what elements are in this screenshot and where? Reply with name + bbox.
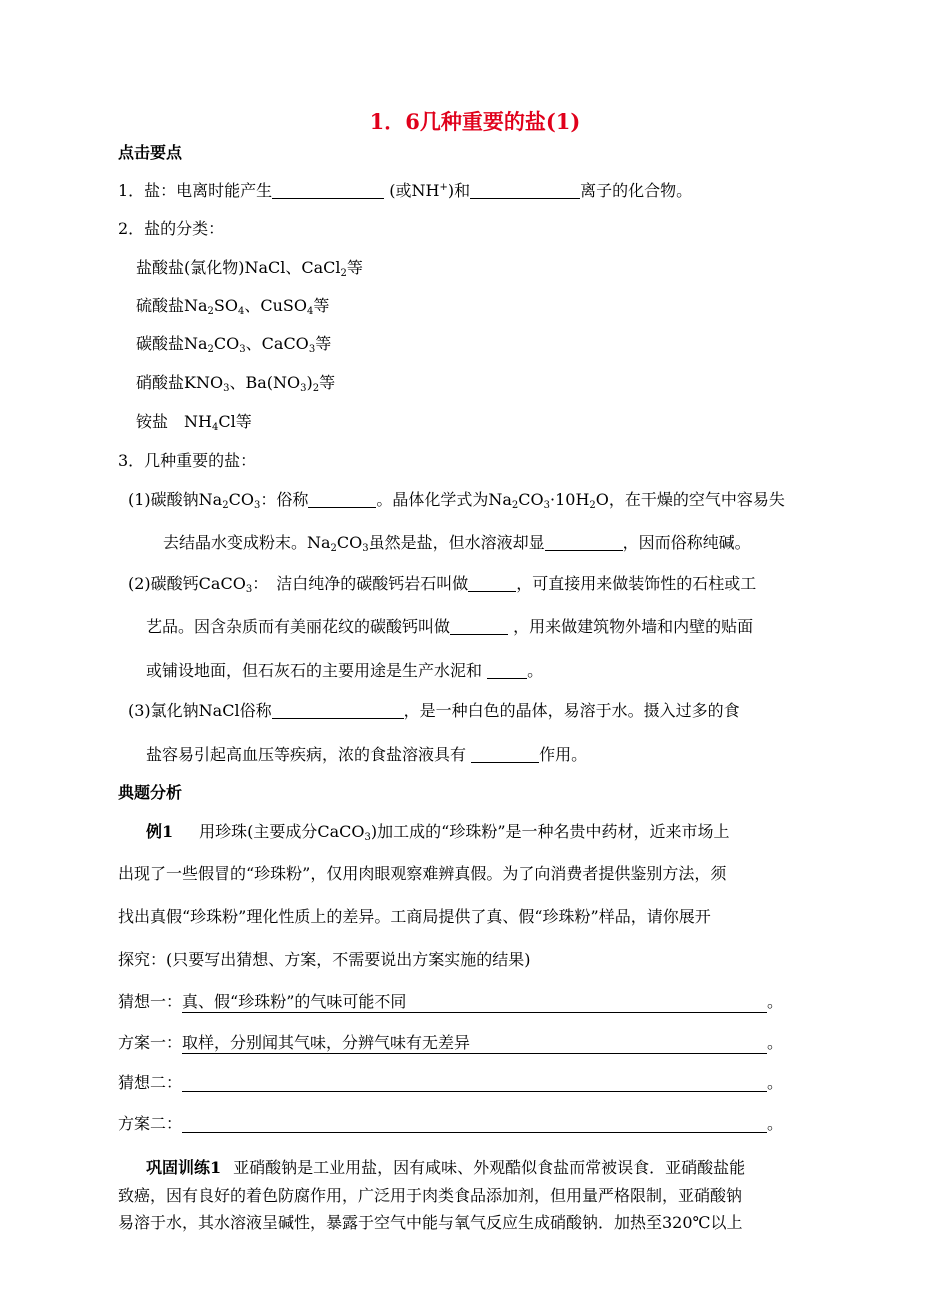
page-title: 1．6几种重要的盐(1) [369,109,581,134]
salt-class-chloride: 盐酸盐(氯化物)NaCl、CaCl$_2$等 [136,258,363,279]
hypothesis-2: 猜想二： 。 [118,1073,784,1092]
plan-2-answer[interactable] [182,1113,767,1133]
hypothesis-2-answer[interactable] [182,1072,767,1092]
blank-5[interactable] [468,575,516,592]
example-label: 例1 [146,822,174,841]
blank-9[interactable] [471,746,539,763]
section-heading-key-points: 点击要点 [118,143,183,162]
salt-class-carbonate: 碳酸盐$Na_2CO_3$、CaCO$_3$等 [136,334,332,355]
example-line-4: 探究：(只要写出猜想、方案，不需要说出方案实施的结果) [118,950,531,969]
hypothesis-1-answer[interactable]: 真、假“珍珠粉”的气味可能不同 [182,989,767,1013]
salt-class-sulfate: 硫酸盐$Na_2SO_4$、CuSO$_4$等 [136,296,330,317]
item-1: 1．盐：电离时能产生 (或NH+)和 离子的化合物。 [118,181,693,200]
sodium-carbonate-line-2: 去结晶水变成粉末。$Na_2CO_3$虽然是盐，但水溶液却显 ，因而俗称纯碱。 [163,533,751,554]
plan-2: 方案二： 。 [118,1114,784,1133]
item-3-label: 3．几种重要的盐： [118,451,257,470]
salt-class-nitrate: 硝酸盐$KNO_3$、$Ba(NO_3)_2$等 [136,373,336,394]
blank-7[interactable] [487,662,527,679]
example-line-1: 例1 用珍珠(主要成分CaCO$_3$)加工成的“珍珠粉”是一种名贵中药材，近来市场上 [146,822,730,843]
calcium-carbonate-line-2: 艺品。因含杂质而有美丽花纹的碳酸钙叫做 ，用来做建筑物外墙和内壁的贴面 [146,617,754,636]
practice-label: 巩固训练1 [146,1158,222,1177]
blank-4[interactable] [545,534,623,551]
plan-1: 方案一：取样，分别闻其气味，分辨气味有无差异 。 [118,1030,783,1054]
calcium-carbonate-line-3: 或铺设地面，但石灰石的主要用途是生产水泥和 。 [146,661,544,680]
example-line-3: 找出真假“珍珠粉”理化性质上的差异。工商局提供了真、假“珍珠粉”样品，请你展开 [118,907,711,926]
practice-line-3: 易溶于水，其水溶液呈碱性，暴露于空气中能与氧气反应生成硝酸钠．加热至320℃以上 [118,1213,743,1232]
plan-1-answer[interactable]: 取样，分别闻其气味，分辨气味有无差异 [182,1030,767,1054]
salt-class-ammonium: 铵盐 $NH_4Cl$等 [136,412,252,433]
hypothesis-1: 猜想一：真、假“珍珠粉”的气味可能不同 。 [118,989,783,1013]
sodium-carbonate-line-1: (1)碳酸钠$Na_2CO_3$：俗称 。晶体化学式为$Na_2CO_3\cdot 10H_2O$，在干燥的空气中容易失 [128,490,785,511]
blank-6[interactable] [450,618,508,635]
section-heading-examples: 典题分析 [118,783,183,802]
sodium-chloride-line-1: (3)氯化钠NaCl俗称 ，是一种白色的晶体，易溶于水。摄入过多的食 [128,701,740,720]
sodium-chloride-line-2: 盐容易引起高血压等疾病，浓的食盐溶液具有 作用。 [146,745,588,764]
practice-line-1: 巩固训练1 亚硝酸钠是工业用盐，因有咸味、外观酷似食盐而常被误食．亚硝酸盐能 [146,1158,746,1177]
practice-line-2: 致癌，因有良好的着色防腐作用，广泛用于肉类食品添加剂，但用量严格限制，亚硝酸钠 [118,1186,743,1205]
blank-2[interactable] [470,182,580,199]
blank-1[interactable] [272,182,384,199]
blank-3[interactable] [308,491,376,508]
example-line-2: 出现了一些假冒的“珍珠粉”，仅用肉眼观察难辨真假。为了向消费者提供鉴别方法，须 [118,864,727,883]
item-2-label: 2．盐的分类： [118,219,225,238]
calcium-carbonate-line-1: (2)碳酸钙CaCO$_3$： 洁白纯净的碳酸钙岩石叫做 ，可直接用来做装饰性的石柱或工 [128,574,757,595]
blank-8[interactable] [272,702,404,719]
